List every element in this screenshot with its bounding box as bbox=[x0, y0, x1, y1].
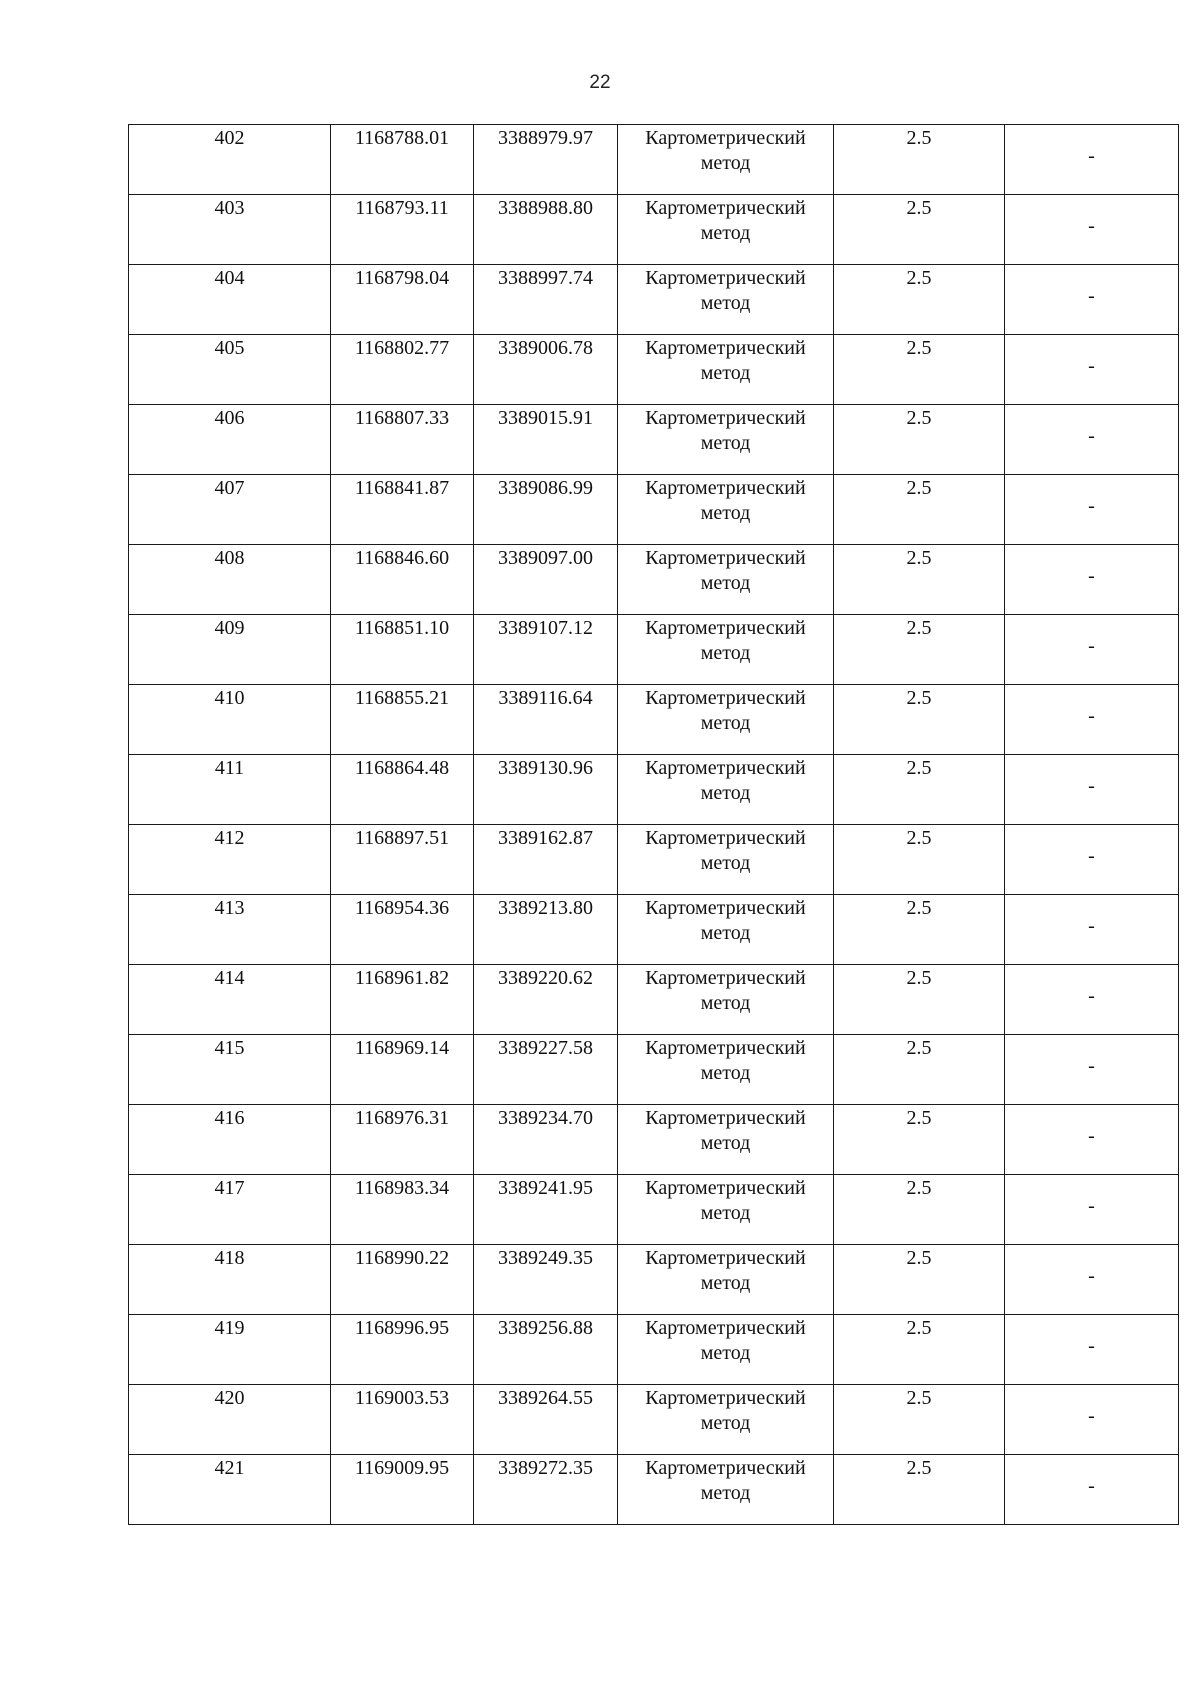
x-coordinate: 1168802.77 bbox=[354, 337, 450, 359]
y-coordinate: 3388988.80 bbox=[498, 197, 593, 219]
point-number: 402 bbox=[214, 127, 245, 149]
note-cell bbox=[1005, 265, 1179, 335]
x-coordinate: 1168990.22 bbox=[354, 1247, 450, 1269]
method-cell bbox=[618, 755, 834, 825]
y-coordinate: 3388997.74 bbox=[498, 267, 593, 289]
note: - bbox=[1088, 774, 1095, 797]
note: - bbox=[1088, 984, 1095, 1007]
note: - bbox=[1088, 1124, 1095, 1147]
accuracy-cell bbox=[834, 545, 1005, 615]
page-number: 22 bbox=[589, 72, 611, 93]
y-coordinate-cell bbox=[474, 335, 618, 405]
y-coordinate: 3389234.70 bbox=[498, 1107, 593, 1129]
x-coordinate-cell bbox=[331, 755, 474, 825]
point-number: 421 bbox=[214, 1457, 245, 1479]
x-coordinate: 1168798.04 bbox=[354, 267, 450, 289]
x-coordinate: 1169009.95 bbox=[354, 1457, 450, 1479]
note: - bbox=[1088, 494, 1095, 517]
note: - bbox=[1088, 914, 1095, 937]
point-number-cell bbox=[129, 125, 331, 195]
x-coordinate: 1168855.21 bbox=[354, 687, 450, 709]
note: - bbox=[1088, 634, 1095, 657]
note-cell bbox=[1005, 1035, 1179, 1105]
method-cell bbox=[618, 1385, 834, 1455]
note: - bbox=[1088, 284, 1095, 307]
accuracy-cell bbox=[834, 405, 1005, 475]
y-coordinate: 3389086.99 bbox=[498, 477, 593, 499]
method: Картометрический метод bbox=[645, 1107, 806, 1154]
point-number-cell bbox=[129, 895, 331, 965]
x-coordinate: 1168788.01 bbox=[354, 127, 450, 149]
x-coordinate-cell bbox=[331, 335, 474, 405]
table-row bbox=[129, 1105, 1179, 1175]
y-coordinate-cell bbox=[474, 265, 618, 335]
method: Картометрический метод bbox=[645, 897, 806, 944]
x-coordinate: 1168961.82 bbox=[354, 967, 450, 989]
accuracy-cell bbox=[834, 1175, 1005, 1245]
accuracy: 2.5 bbox=[906, 757, 932, 779]
y-coordinate-cell bbox=[474, 1105, 618, 1175]
y-coordinate-cell bbox=[474, 195, 618, 265]
x-coordinate-cell bbox=[331, 615, 474, 685]
x-coordinate-cell bbox=[331, 1455, 474, 1525]
accuracy-cell bbox=[834, 1105, 1005, 1175]
point-number: 419 bbox=[214, 1317, 245, 1339]
method: Картометрический метод bbox=[645, 197, 806, 244]
accuracy: 2.5 bbox=[906, 687, 932, 709]
method-cell bbox=[618, 1315, 834, 1385]
note-cell bbox=[1005, 615, 1179, 685]
point-number: 405 bbox=[214, 337, 245, 359]
method: Картометрический метод bbox=[645, 547, 806, 594]
y-coordinate: 3388979.97 bbox=[498, 127, 593, 149]
method-cell bbox=[618, 615, 834, 685]
point-number: 415 bbox=[214, 1037, 245, 1059]
x-coordinate: 1168996.95 bbox=[354, 1317, 450, 1339]
note: - bbox=[1088, 1474, 1095, 1497]
x-coordinate: 1168976.31 bbox=[354, 1107, 450, 1129]
y-coordinate-cell bbox=[474, 1245, 618, 1315]
x-coordinate: 1169003.53 bbox=[354, 1387, 450, 1409]
accuracy: 2.5 bbox=[906, 407, 932, 429]
note: - bbox=[1088, 1054, 1095, 1077]
y-coordinate-cell bbox=[474, 405, 618, 475]
method: Картометрический метод bbox=[645, 1387, 806, 1434]
accuracy-cell bbox=[834, 475, 1005, 545]
method: Картометрический метод bbox=[645, 687, 806, 734]
y-coordinate: 3389107.12 bbox=[498, 617, 593, 639]
x-coordinate-cell bbox=[331, 1105, 474, 1175]
y-coordinate: 3389162.87 bbox=[498, 827, 593, 849]
table-row bbox=[129, 1245, 1179, 1315]
method: Картометрический метод bbox=[645, 757, 806, 804]
y-coordinate: 3389272.35 bbox=[498, 1457, 593, 1479]
accuracy-cell bbox=[834, 615, 1005, 685]
table-row bbox=[129, 825, 1179, 895]
table-row bbox=[129, 615, 1179, 685]
method: Картометрический метод bbox=[645, 1177, 806, 1224]
coordinates-table-body bbox=[129, 125, 1179, 1525]
table-row bbox=[129, 475, 1179, 545]
y-coordinate: 3389249.35 bbox=[498, 1247, 593, 1269]
y-coordinate-cell bbox=[474, 685, 618, 755]
y-coordinate: 3389006.78 bbox=[498, 337, 593, 359]
table-row bbox=[129, 1455, 1179, 1525]
accuracy-cell bbox=[834, 825, 1005, 895]
method-cell bbox=[618, 685, 834, 755]
point-number: 410 bbox=[214, 687, 245, 709]
accuracy-cell bbox=[834, 685, 1005, 755]
accuracy: 2.5 bbox=[906, 617, 932, 639]
accuracy: 2.5 bbox=[906, 1387, 932, 1409]
point-number: 407 bbox=[214, 477, 245, 499]
note-cell bbox=[1005, 1385, 1179, 1455]
accuracy-cell bbox=[834, 125, 1005, 195]
method-cell bbox=[618, 825, 834, 895]
method: Картометрический метод bbox=[645, 967, 806, 1014]
point-number-cell bbox=[129, 1385, 331, 1455]
method: Картометрический метод bbox=[645, 1317, 806, 1364]
point-number-cell bbox=[129, 1245, 331, 1315]
point-number-cell bbox=[129, 965, 331, 1035]
coordinates-table bbox=[128, 124, 1179, 1525]
x-coordinate: 1168793.11 bbox=[355, 197, 449, 219]
accuracy-cell bbox=[834, 195, 1005, 265]
y-coordinate-cell bbox=[474, 965, 618, 1035]
y-coordinate: 3389213.80 bbox=[498, 897, 593, 919]
point-number-cell bbox=[129, 475, 331, 545]
accuracy-cell bbox=[834, 1315, 1005, 1385]
table-row bbox=[129, 1035, 1179, 1105]
method: Картометрический метод bbox=[645, 337, 806, 384]
note-cell bbox=[1005, 685, 1179, 755]
point-number-cell bbox=[129, 755, 331, 825]
accuracy-cell bbox=[834, 755, 1005, 825]
point-number-cell bbox=[129, 265, 331, 335]
x-coordinate-cell bbox=[331, 1385, 474, 1455]
method: Картометрический метод bbox=[645, 827, 806, 874]
note-cell bbox=[1005, 755, 1179, 825]
table-row bbox=[129, 1385, 1179, 1455]
method-cell bbox=[618, 1455, 834, 1525]
y-coordinate: 3389227.58 bbox=[498, 1037, 593, 1059]
accuracy: 2.5 bbox=[906, 547, 932, 569]
point-number-cell bbox=[129, 545, 331, 615]
y-coordinate-cell bbox=[474, 545, 618, 615]
accuracy: 2.5 bbox=[906, 197, 932, 219]
point-number: 408 bbox=[214, 547, 245, 569]
accuracy: 2.5 bbox=[906, 1037, 932, 1059]
x-coordinate: 1168864.48 bbox=[354, 757, 450, 779]
accuracy: 2.5 bbox=[906, 477, 932, 499]
table-row bbox=[129, 965, 1179, 1035]
method: Картометрический метод bbox=[645, 1037, 806, 1084]
table-row bbox=[129, 1315, 1179, 1385]
accuracy: 2.5 bbox=[906, 267, 932, 289]
accuracy: 2.5 bbox=[906, 1317, 932, 1339]
x-coordinate: 1168897.51 bbox=[354, 827, 450, 849]
accuracy: 2.5 bbox=[906, 337, 932, 359]
point-number: 412 bbox=[214, 827, 245, 849]
accuracy: 2.5 bbox=[906, 827, 932, 849]
x-coordinate: 1168969.14 bbox=[354, 1037, 450, 1059]
accuracy-cell bbox=[834, 265, 1005, 335]
x-coordinate: 1168846.60 bbox=[354, 547, 450, 569]
y-coordinate: 3389220.62 bbox=[498, 967, 593, 989]
note-cell bbox=[1005, 335, 1179, 405]
point-number-cell bbox=[129, 685, 331, 755]
x-coordinate: 1168807.33 bbox=[354, 407, 450, 429]
x-coordinate: 1168841.87 bbox=[354, 477, 450, 499]
point-number: 413 bbox=[214, 897, 245, 919]
note: - bbox=[1088, 844, 1095, 867]
note-cell bbox=[1005, 195, 1179, 265]
x-coordinate-cell bbox=[331, 195, 474, 265]
note: - bbox=[1088, 704, 1095, 727]
y-coordinate-cell bbox=[474, 1385, 618, 1455]
note-cell bbox=[1005, 895, 1179, 965]
point-number: 414 bbox=[214, 967, 245, 989]
table-row bbox=[129, 125, 1179, 195]
x-coordinate-cell bbox=[331, 265, 474, 335]
x-coordinate-cell bbox=[331, 1315, 474, 1385]
point-number-cell bbox=[129, 1315, 331, 1385]
accuracy: 2.5 bbox=[906, 967, 932, 989]
x-coordinate: 1168851.10 bbox=[354, 617, 450, 639]
x-coordinate-cell bbox=[331, 825, 474, 895]
point-number-cell bbox=[129, 1105, 331, 1175]
point-number-cell bbox=[129, 825, 331, 895]
y-coordinate-cell bbox=[474, 895, 618, 965]
x-coordinate-cell bbox=[331, 1035, 474, 1105]
method-cell bbox=[618, 965, 834, 1035]
y-coordinate-cell bbox=[474, 825, 618, 895]
method-cell bbox=[618, 895, 834, 965]
point-number-cell bbox=[129, 195, 331, 265]
point-number-cell bbox=[129, 1455, 331, 1525]
x-coordinate: 1168983.34 bbox=[354, 1177, 450, 1199]
table-row bbox=[129, 405, 1179, 475]
method-cell bbox=[618, 405, 834, 475]
y-coordinate: 3389015.91 bbox=[498, 407, 593, 429]
method-cell bbox=[618, 195, 834, 265]
note: - bbox=[1088, 1194, 1095, 1217]
table-row bbox=[129, 1175, 1179, 1245]
point-number-cell bbox=[129, 405, 331, 475]
accuracy-cell bbox=[834, 1455, 1005, 1525]
y-coordinate-cell bbox=[474, 125, 618, 195]
y-coordinate: 3389264.55 bbox=[498, 1387, 593, 1409]
x-coordinate-cell bbox=[331, 1175, 474, 1245]
method: Картометрический метод bbox=[645, 477, 806, 524]
accuracy: 2.5 bbox=[906, 1177, 932, 1199]
method-cell bbox=[618, 475, 834, 545]
note-cell bbox=[1005, 545, 1179, 615]
table-row bbox=[129, 755, 1179, 825]
y-coordinate: 3389256.88 bbox=[498, 1317, 593, 1339]
note-cell bbox=[1005, 1315, 1179, 1385]
accuracy: 2.5 bbox=[906, 1107, 932, 1129]
x-coordinate-cell bbox=[331, 965, 474, 1035]
table-row bbox=[129, 685, 1179, 755]
method: Картометрический метод bbox=[645, 1457, 806, 1504]
y-coordinate-cell bbox=[474, 475, 618, 545]
method: Картометрический метод bbox=[645, 127, 806, 174]
accuracy-cell bbox=[834, 1245, 1005, 1315]
note-cell bbox=[1005, 1245, 1179, 1315]
point-number-cell bbox=[129, 1035, 331, 1105]
method-cell bbox=[618, 545, 834, 615]
x-coordinate-cell bbox=[331, 405, 474, 475]
note-cell bbox=[1005, 965, 1179, 1035]
y-coordinate-cell bbox=[474, 1175, 618, 1245]
table-row bbox=[129, 895, 1179, 965]
note: - bbox=[1088, 1264, 1095, 1287]
method: Картометрический метод bbox=[645, 617, 806, 664]
method-cell bbox=[618, 125, 834, 195]
method: Картометрический метод bbox=[645, 1247, 806, 1294]
accuracy-cell bbox=[834, 1035, 1005, 1105]
note: - bbox=[1088, 564, 1095, 587]
x-coordinate-cell bbox=[331, 475, 474, 545]
y-coordinate-cell bbox=[474, 755, 618, 825]
note: - bbox=[1088, 214, 1095, 237]
method: Картометрический метод bbox=[645, 407, 806, 454]
table-row bbox=[129, 195, 1179, 265]
method-cell bbox=[618, 335, 834, 405]
point-number: 409 bbox=[214, 617, 245, 639]
accuracy-cell bbox=[834, 1385, 1005, 1455]
note-cell bbox=[1005, 475, 1179, 545]
method-cell bbox=[618, 1035, 834, 1105]
method-cell bbox=[618, 1245, 834, 1315]
note-cell bbox=[1005, 1455, 1179, 1525]
accuracy: 2.5 bbox=[906, 1247, 932, 1269]
point-number-cell bbox=[129, 615, 331, 685]
point-number-cell bbox=[129, 1175, 331, 1245]
y-coordinate: 3389130.96 bbox=[498, 757, 593, 779]
table-row bbox=[129, 335, 1179, 405]
accuracy-cell bbox=[834, 965, 1005, 1035]
note-cell bbox=[1005, 825, 1179, 895]
y-coordinate-cell bbox=[474, 1455, 618, 1525]
accuracy: 2.5 bbox=[906, 127, 932, 149]
note: - bbox=[1088, 424, 1095, 447]
accuracy-cell bbox=[834, 895, 1005, 965]
note: - bbox=[1088, 1334, 1095, 1357]
x-coordinate-cell bbox=[331, 1245, 474, 1315]
method-cell bbox=[618, 1175, 834, 1245]
y-coordinate: 3389241.95 bbox=[498, 1177, 593, 1199]
accuracy-cell bbox=[834, 335, 1005, 405]
x-coordinate: 1168954.36 bbox=[354, 897, 450, 919]
note-cell bbox=[1005, 1175, 1179, 1245]
point-number: 406 bbox=[214, 407, 245, 429]
accuracy: 2.5 bbox=[906, 1457, 932, 1479]
accuracy: 2.5 bbox=[906, 897, 932, 919]
x-coordinate-cell bbox=[331, 545, 474, 615]
x-coordinate-cell bbox=[331, 125, 474, 195]
point-number: 416 bbox=[214, 1107, 245, 1129]
table-row bbox=[129, 545, 1179, 615]
y-coordinate: 3389097.00 bbox=[498, 547, 593, 569]
x-coordinate-cell bbox=[331, 895, 474, 965]
note: - bbox=[1088, 144, 1095, 167]
table-row bbox=[129, 265, 1179, 335]
note-cell bbox=[1005, 125, 1179, 195]
point-number: 418 bbox=[214, 1247, 245, 1269]
method: Картометрический метод bbox=[645, 267, 806, 314]
point-number: 404 bbox=[214, 267, 245, 289]
y-coordinate-cell bbox=[474, 1035, 618, 1105]
point-number: 403 bbox=[214, 197, 245, 219]
note-cell bbox=[1005, 1105, 1179, 1175]
y-coordinate: 3389116.64 bbox=[498, 687, 593, 709]
point-number: 411 bbox=[214, 757, 245, 779]
y-coordinate-cell bbox=[474, 1315, 618, 1385]
method-cell bbox=[618, 265, 834, 335]
note-cell bbox=[1005, 405, 1179, 475]
y-coordinate-cell bbox=[474, 615, 618, 685]
point-number: 417 bbox=[214, 1177, 245, 1199]
x-coordinate-cell bbox=[331, 685, 474, 755]
note: - bbox=[1088, 354, 1095, 377]
point-number: 420 bbox=[214, 1387, 245, 1409]
method-cell bbox=[618, 1105, 834, 1175]
point-number-cell bbox=[129, 335, 331, 405]
note: - bbox=[1088, 1404, 1095, 1427]
